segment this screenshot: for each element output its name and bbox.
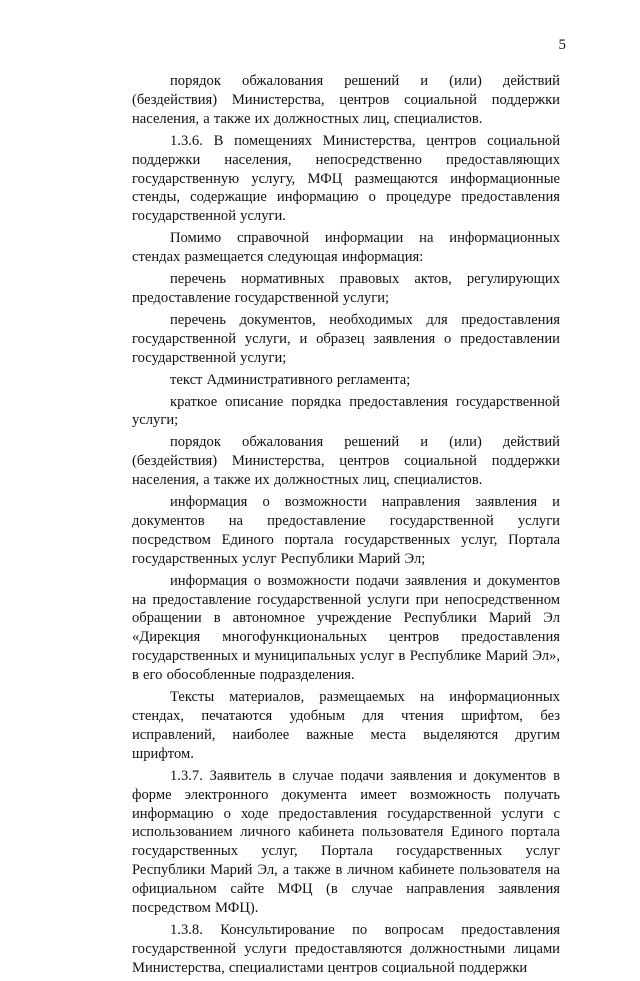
paragraph-1-3-7: 1.3.7. Заявитель в случае подачи заявления и документов в форме электронного документа имеет возможность получать информацию о ходе предоставления государственной услуги с использованием личного кабинета пользователя Единого портала государственных услуг, Портала государственных услуг Республики Марий Эл, а также в личном кабинете пользователя на официальном сайте МФЦ (в случае направления заявления посредством МФЦ). [132,767,560,917]
paragraph-1-3-8: 1.3.8. Консультирование по вопросам предоставления государственной услуги предоставляются должностными лицами Министерства, специалистами центров социальной поддержки [132,921,560,976]
paragraph-appeal-procedure: порядок обжалования решений и (или) действий (бездействия) Министерства, центров социальной поддержки населения, а также их должностных лиц, специалистов. [132,73,560,127]
paragraph-list-portal-info: информация о возможности направления заявления и документов на предоставление государственной услуги посредством Единого портала государственных услуг, Портала государственных услуг Республики Марий Эл; [132,494,560,567]
paragraph-list-mfc-info: информация о возможности подачи заявления и документов на предоставление государственной услуги при непосредственном обращении в автономное учреждение Республики Марий Эл «Дирекция многофункциональных центров предоставления государственных и муниципальных услуг в Республике Марий Эл», в его обособленные подразделения. [132,572,560,684]
paragraph-list-regulation-text: текст Административного регламента; [170,371,411,388]
paragraph-list-appeal-procedure: порядок обжалования решений и (или) действий (бездействия) Министерства, центров социальной поддержки населения, а также их должностных лиц, специалистов. [132,434,560,489]
paragraph-list-normative-acts: перечень нормативных правовых актов, регулирующих предоставление государственной услуги; [132,271,560,306]
paragraph-materials-font: Тексты материалов, размещаемых на информационных стендах, печатаются удобным для чтения шрифтом, без исправлений, наиболее важные места выделяются другим шрифтом. [132,689,560,762]
document-body [132,72,560,981]
page-number: 5 [558,37,566,53]
paragraph-1-3-6: 1.3.6. В помещениях Министерства, центров социальной поддержки населения, непосредственно предоставляющих государственную услугу, МФЦ размещаются информационные стенды, содержащие информацию о процедуре предоставления государственной услуги. [132,132,560,225]
paragraph-stand-info-intro: Помимо справочной информации на информационных стендах размещается следующая информация: [132,230,560,266]
paragraph-list-documents: перечень документов, необходимых для предоставления государственной услуги, и образец заявления о предоставлении государственной услуги; [132,311,560,366]
paragraph-list-short-description: краткое описание порядка предоставления государственной услуги; [132,393,560,429]
